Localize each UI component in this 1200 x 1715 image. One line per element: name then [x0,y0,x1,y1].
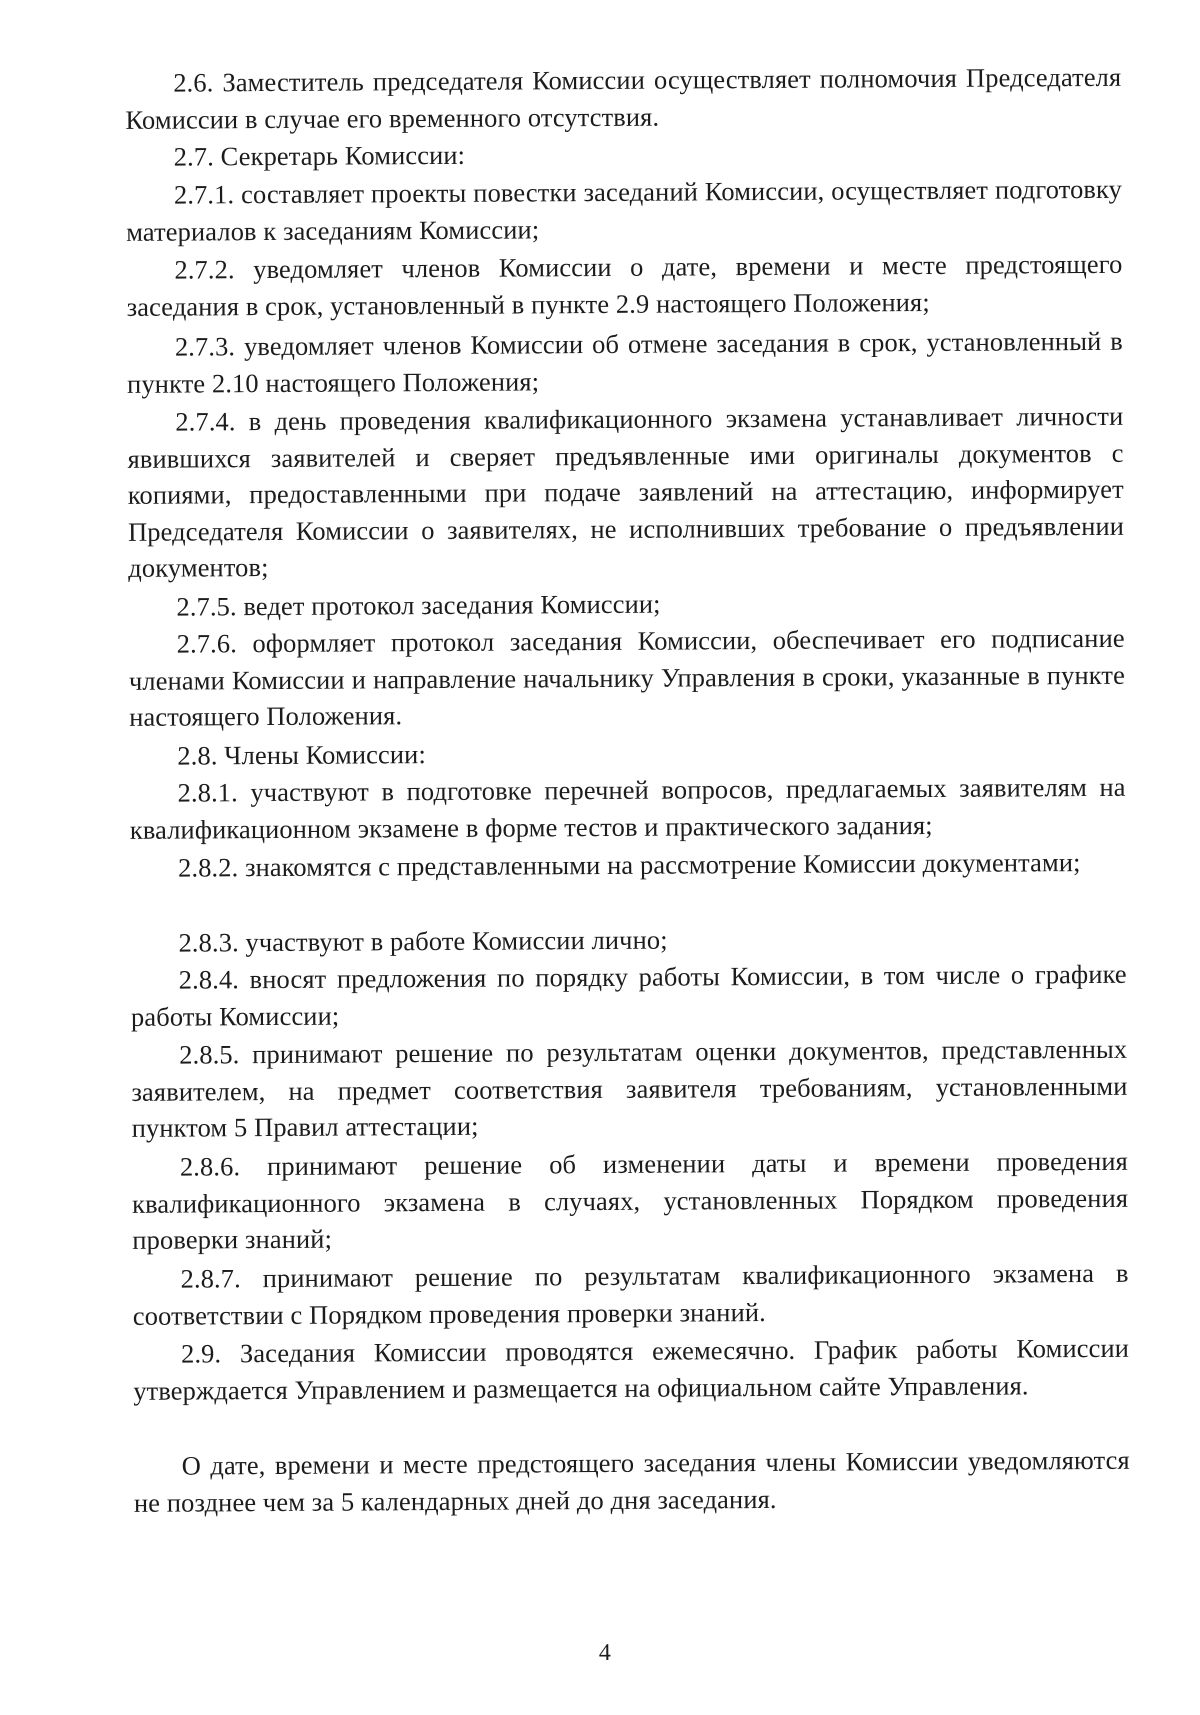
clause-2-8-7: 2.8.7. принимают решение по результатам квалификационного экзамена в соответствии с Порядком проведения проверки знаний. [132,1257,1129,1331]
page-number: 4 [598,1639,611,1667]
clause-2-7-2: 2.7.2. уведомляет членов Комиссии о дате, времени и месте предстоящего заседания в срок, установленный в пункте 2.9 настоящего Положения; [126,248,1123,322]
clause-2-7-6: 2.7.6. оформляет протокол заседания Комиссии, обеспечивает его подписание членами Комиссии и направление начальнику Управления в сроки, указанные в пункте настоящего Положения. [128,622,1125,732]
clause-2-8: 2.8. Члены Комиссии: [177,739,426,771]
clause-2-9: 2.9. Заседания Комиссии проводятся ежемесячно. График работы Комиссии утверждается Управлением и размещается на официальном сайте Управления. [133,1332,1130,1406]
clause-2-8-4: 2.8.4. вносят предложения по порядку работы Комиссии, в том числе о графике работы Комиссии; [130,958,1127,1032]
clause-2-8-3: 2.8.3. участвуют в работе Комиссии лично; [178,924,668,958]
clause-2-8-5: 2.8.5. принимают решение по результатам оценки документов, представленных заявителем, на предмет соответствия заявителя требованиям, установленными пунктом 5 Правил аттестации; [131,1033,1128,1143]
clause-2-7-5: 2.7.5. ведет протокол заседания Комиссии; [176,588,661,622]
clause-2-8-1: 2.8.1. участвуют в подготовке перечней вопросов, предлагаемых заявителям на квалификационном экзамене в форме тестов и практического задания; [129,771,1126,845]
clause-2-7-1: 2.7.1. составляет проекты повестки заседаний Комиссии, осуществляет подготовку материалов к заседаниям Комиссии; [126,173,1123,247]
clause-2-7-4: 2.7.4. в день проведения квалификационного экзамена устанавливает личности явившихся заявителей и сверяет предъявленные ими оригиналы документов с копиями, предоставленными при подаче заявлений на аттестацию, информирует Председателя Комиссии о заявителях, не исполнивших требование о предъявлении документов; [127,400,1125,583]
clause-2-7: 2.7. Секретарь Комиссии: [173,139,466,172]
clause-2-7-3: 2.7.3. уведомляет членов Комиссии об отмене заседания в срок, установленный в пункте 2.10 настоящего Положения; [127,325,1123,399]
clause-2-6: 2.6. Заместитель председателя Комиссии осуществляет полномочия Председателя Комиссии в случае его временного отсутствия. [125,61,1122,135]
clause-2-8-2: 2.8.2. знакомятся с представленными на рассмотрение Комиссии документами; [177,847,1081,883]
clause-2-8-6: 2.8.6. принимают решение об изменении даты и времени проведения квалификационного экзамена в случаях, установленных Порядком проведения проверки знаний; [132,1145,1129,1255]
meeting-notice-paragraph: О дате, времени и месте предстоящего заседания члены Комиссии уведомляются не позднее чем за 5 календарных дней до дня заседания. [133,1444,1130,1518]
